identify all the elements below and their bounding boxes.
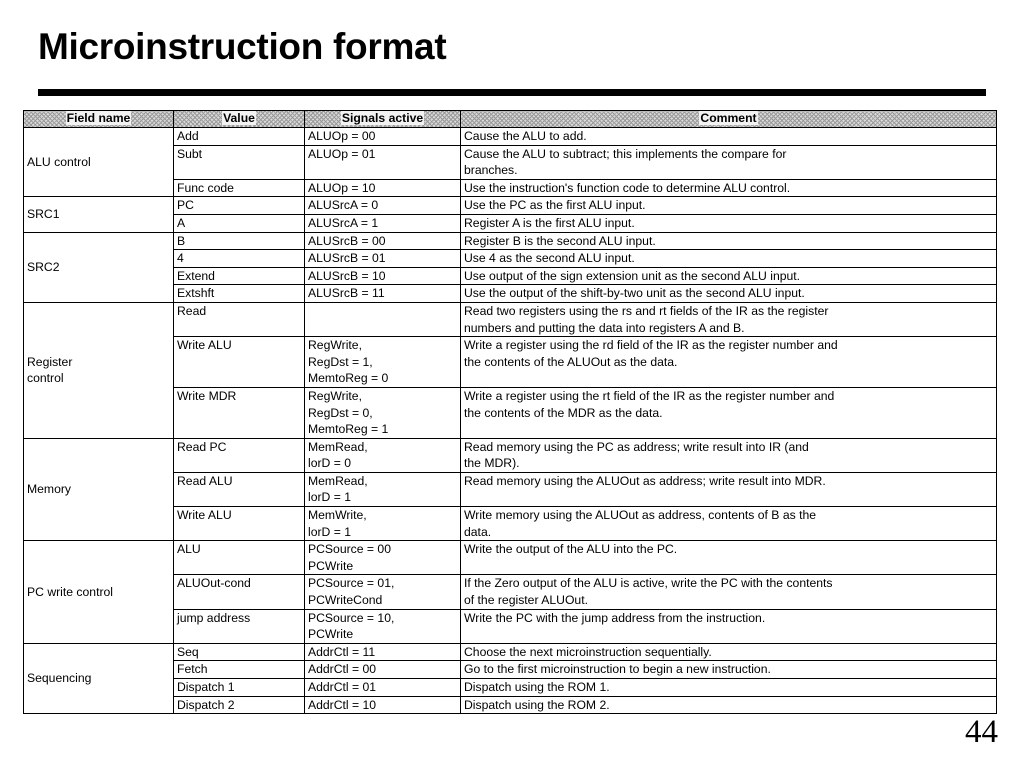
- table-row: [24, 302, 997, 336]
- comment-line: Read two registers using the rs and rt fields of the IR as the register: [464, 303, 829, 318]
- comment-cell: [461, 696, 997, 714]
- comment-line: Dispatch using the ROM 1.: [464, 680, 610, 694]
- signals-cell: [305, 145, 461, 179]
- signal-line: ALUSrcA = 0: [308, 198, 379, 213]
- signal-line: PCSource = 10,: [308, 610, 395, 625]
- comment-cell: [461, 232, 997, 250]
- signals-cell: [305, 214, 461, 232]
- signal-line: MemtoReg = 0: [308, 371, 389, 386]
- field-name-cell: SRC2: [24, 232, 174, 302]
- signal-line: PCSource = 01,: [308, 576, 395, 591]
- signals-cell: [305, 337, 461, 388]
- header-field-name: Field name: [24, 111, 174, 128]
- signal-line: AddrCtl = 11: [308, 644, 376, 659]
- value-cell: Dispatch 2: [174, 696, 305, 714]
- signal-line: MemRead,: [308, 473, 368, 488]
- signal-line: AddrCtl = 01: [308, 680, 377, 694]
- comment-line: Cause the ALU to subtract; this implements the compare for: [464, 146, 787, 161]
- signals-cell: [305, 197, 461, 215]
- table-row: [24, 232, 997, 250]
- comment-cell: [461, 472, 997, 506]
- signal-line: [308, 303, 457, 320]
- comment-cell: [461, 575, 997, 609]
- comment-line: Go to the first microinstruction to begin a new instruction.: [464, 662, 771, 677]
- value-cell: 4: [174, 250, 305, 268]
- signals-cell: [305, 661, 461, 679]
- signals-cell: [305, 179, 461, 197]
- signal-line: lorD = 0: [308, 456, 352, 471]
- comment-line: numbers and putting the data into registers A and B.: [464, 320, 745, 335]
- table-row: [24, 541, 997, 575]
- field-name-cell: PC write control: [24, 541, 174, 644]
- comment-line: the contents of the ALUOut as the data.: [464, 354, 678, 369]
- comment-line: Write a register using the rt field of the IR as the register number and: [464, 388, 835, 403]
- signals-cell: [305, 696, 461, 714]
- comment-line: Use output of the sign extension unit as the second ALU input.: [464, 268, 801, 283]
- title-underline: [38, 89, 986, 96]
- table-row: [24, 643, 997, 661]
- comment-line: data.: [464, 524, 492, 539]
- signals-cell: [305, 302, 461, 336]
- signals-cell: [305, 285, 461, 303]
- comment-cell: [461, 214, 997, 232]
- comment-line: Write a register using the rd field of the IR as the register number and: [464, 338, 838, 353]
- comment-cell: [461, 438, 997, 472]
- signal-line: MemtoReg = 1: [308, 422, 389, 437]
- value-cell: PC: [174, 197, 305, 215]
- value-cell: Dispatch 1: [174, 679, 305, 697]
- signals-cell: [305, 472, 461, 506]
- signal-line: ALUOp = 00: [308, 129, 376, 143]
- signal-line: RegWrite,: [308, 338, 362, 353]
- signals-cell: [305, 438, 461, 472]
- comment-line: Use the PC as the first ALU input.: [464, 198, 646, 213]
- signal-line: RegDst = 1,: [308, 354, 373, 369]
- field-name-cell: ALU control: [24, 128, 174, 197]
- table-header-row: [24, 111, 997, 128]
- comment-line: Register A is the first ALU input.: [464, 215, 635, 230]
- header-signals-active: Signals active: [305, 111, 461, 128]
- value-cell: Write MDR: [174, 387, 305, 438]
- comment-cell: [461, 661, 997, 679]
- signals-cell: [305, 507, 461, 541]
- signals-cell: [305, 643, 461, 661]
- comment-line: the contents of the MDR as the data.: [464, 405, 663, 420]
- table-row: [24, 197, 997, 215]
- comment-line: Write the PC with the jump address from the instruction.: [464, 610, 766, 625]
- signal-line: lorD = 1: [308, 490, 352, 505]
- signal-line: ALUOp = 01: [308, 146, 376, 161]
- value-cell: Write ALU: [174, 337, 305, 388]
- comment-cell: [461, 679, 997, 697]
- comment-cell: [461, 179, 997, 197]
- comment-line: of the register ALUOut.: [464, 593, 588, 608]
- signals-cell: [305, 679, 461, 697]
- comment-cell: [461, 267, 997, 285]
- value-cell: jump address: [174, 609, 305, 643]
- comment-cell: [461, 337, 997, 388]
- comment-cell: [461, 387, 997, 438]
- signal-line: ALUSrcB = 01: [308, 251, 386, 266]
- comment-line: Use the output of the shift-by-two unit as the second ALU input.: [464, 286, 805, 301]
- value-cell: Read PC: [174, 438, 305, 472]
- comment-line: If the Zero output of the ALU is active, write the PC with the contents: [464, 576, 833, 591]
- comment-cell: [461, 302, 997, 336]
- comment-cell: [461, 250, 997, 268]
- table-row: [24, 438, 997, 472]
- comment-cell: [461, 197, 997, 215]
- comment-line: branches.: [464, 163, 518, 178]
- comment-cell: [461, 541, 997, 575]
- signal-line: MemRead,: [308, 439, 368, 454]
- signals-cell: [305, 387, 461, 438]
- value-cell: Read ALU: [174, 472, 305, 506]
- signal-line: AddrCtl = 00: [308, 662, 377, 677]
- field-name-cell: Memory: [24, 438, 174, 541]
- slide-title: Microinstruction format: [38, 26, 447, 67]
- comment-line: Write memory using the ALUOut as address, contents of B as the: [464, 508, 817, 523]
- comment-line: Cause the ALU to add.: [464, 129, 587, 143]
- signals-cell: [305, 609, 461, 643]
- signals-cell: [305, 128, 461, 146]
- comment-line: Use the instruction's function code to determine ALU control.: [464, 180, 791, 195]
- value-cell: B: [174, 232, 305, 250]
- value-cell: Write ALU: [174, 507, 305, 541]
- signal-line: RegDst = 0,: [308, 405, 373, 420]
- comment-line: Use 4 as the second ALU input.: [464, 251, 635, 266]
- value-cell: Subt: [174, 145, 305, 179]
- value-cell: ALUOut-cond: [174, 575, 305, 609]
- comment-line: Register B is the second ALU input.: [464, 233, 656, 248]
- field-name-cell: SRC1: [24, 197, 174, 232]
- comment-cell: [461, 643, 997, 661]
- signal-line: RegWrite,: [308, 388, 362, 403]
- value-cell: Extend: [174, 267, 305, 285]
- value-cell: A: [174, 214, 305, 232]
- signal-line: ALUOp = 10: [308, 180, 376, 195]
- comment-cell: [461, 145, 997, 179]
- signal-line: ALUSrcB = 00: [308, 233, 386, 248]
- signal-line: lorD = 1: [308, 524, 352, 539]
- comment-line: Read memory using the ALUOut as address; write result into MDR.: [464, 473, 826, 488]
- value-cell: Fetch: [174, 661, 305, 679]
- comment-line: Dispatch using the ROM 2.: [464, 697, 610, 712]
- microinstruction-table: [23, 110, 997, 714]
- signal-line: ALUSrcA = 1: [308, 215, 379, 230]
- signal-line: AddrCtl = 10: [308, 697, 377, 712]
- comment-line: the MDR).: [464, 456, 520, 471]
- value-cell: Read: [174, 302, 305, 336]
- signal-line: ALUSrcB = 10: [308, 268, 386, 283]
- header-comment: Comment: [461, 111, 997, 128]
- field-name-cell: Register control: [24, 302, 174, 438]
- signals-cell: [305, 575, 461, 609]
- value-cell: Seq: [174, 643, 305, 661]
- signal-line: PCWrite: [308, 627, 354, 642]
- value-cell: ALU: [174, 541, 305, 575]
- header-value: Value: [174, 111, 305, 128]
- signal-line: ALUSrcB = 11: [308, 286, 385, 301]
- value-cell: Add: [174, 128, 305, 146]
- signal-line: PCSource = 00: [308, 542, 391, 557]
- signals-cell: [305, 541, 461, 575]
- comment-cell: [461, 609, 997, 643]
- table-row: [24, 128, 997, 146]
- signals-cell: [305, 232, 461, 250]
- comment-line: Read memory using the PC as address; write result into IR (and: [464, 439, 809, 454]
- value-cell: Func code: [174, 179, 305, 197]
- comment-cell: [461, 507, 997, 541]
- signals-cell: [305, 267, 461, 285]
- value-cell: Extshft: [174, 285, 305, 303]
- signals-cell: [305, 250, 461, 268]
- comment-line: Write the output of the ALU into the PC.: [464, 542, 678, 557]
- signal-line: PCWriteCond: [308, 593, 383, 608]
- table-body: [24, 128, 997, 714]
- comment-cell: [461, 285, 997, 303]
- comment-line: Choose the next microinstruction sequentially.: [464, 644, 712, 659]
- field-name-cell: Sequencing: [24, 643, 174, 713]
- signal-line: PCWrite: [308, 558, 354, 573]
- page-number: 44: [965, 714, 998, 750]
- signal-line: MemWrite,: [308, 508, 367, 523]
- comment-cell: [461, 128, 997, 146]
